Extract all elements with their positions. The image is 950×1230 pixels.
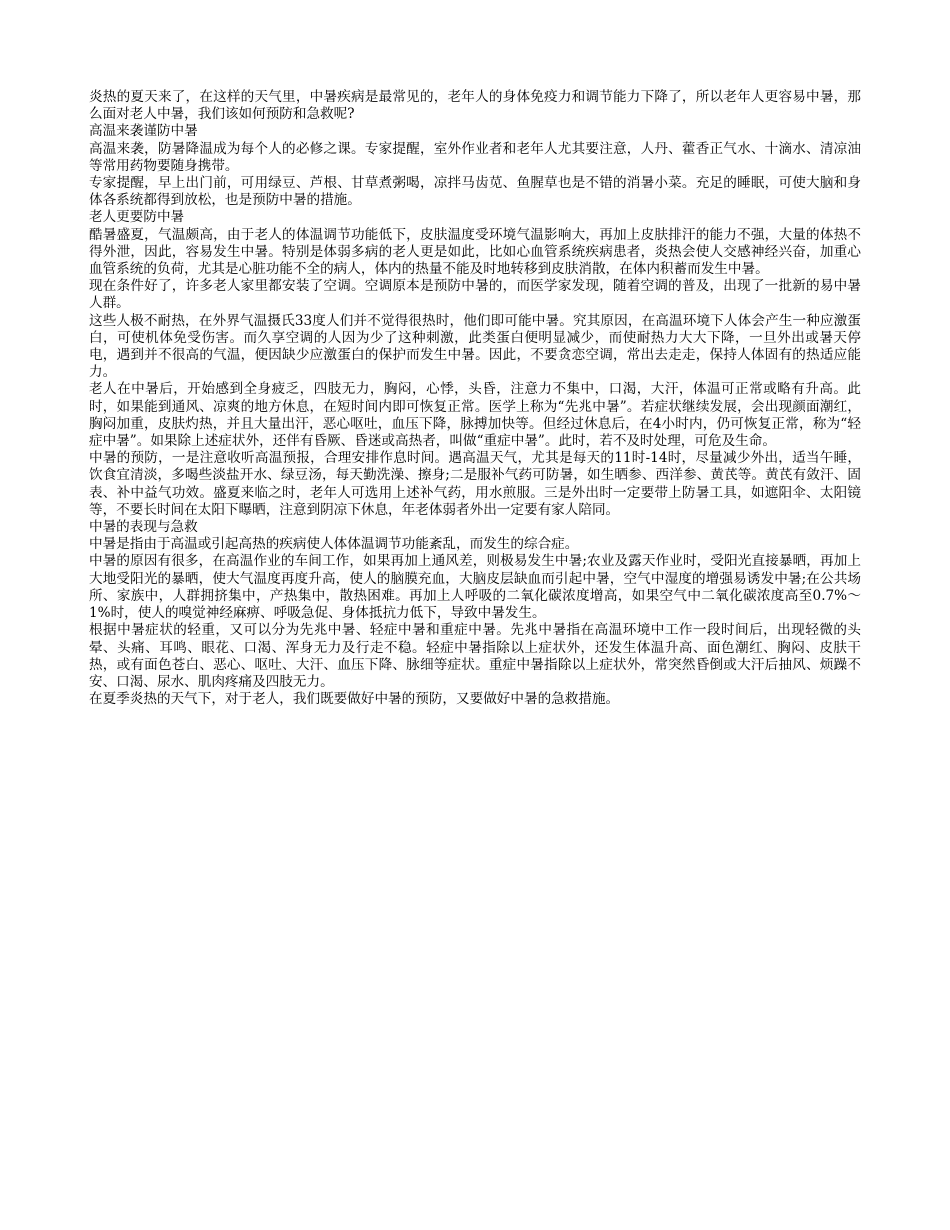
paragraph: 中暑的原因有很多，在高温作业的车间工作，如果再加上通风差，则极易发生中暑;农业及露天作业时，受阳光直接暴晒，再加上大地受阳光的暴晒，使大气温度再度升高，使人的脑膜充血，大脑皮层缺血而引起中暑，空气中湿度的增强易诱发中暑;在公共场所、家族中，人群拥挤集中，产热集中，散热困难。再加上人呼吸的二氧化碳浓度增高，如果空气中二氧化碳浓度高至0.7%～1%时，使人的嗅觉神经麻痹、呼吸急促、身体抵抗力低下，导致中暑发生。	[89, 553, 861, 622]
paragraph: 现在条件好了，许多老人家里都安装了空调。空调原本是预防中暑的，而医学家发现，随着空调的普及，出现了一批新的易中暑人群。	[89, 278, 861, 312]
section-heading-symptoms-first-aid: 中暑的表现与急救	[89, 519, 198, 536]
paragraph: 中暑的预防，一是注意收听高温预报，合理安排作息时间。遇高温天气，尤其是每天的11时-14时，尽量减少外出，适当午睡，饮食宜清淡，多喝些淡盐开水、绿豆汤，每天勤洗澡、擦身;二是服补气药可防暑，如生晒参、西洋参、黄芪等。黄芪有敛汗、固表、补中益气功效。盛夏来临之时，老年人可选用上述补气药，用水煎服。三是外出时一定要带上防暑工具，如遮阳伞、太阳镜等，不要长时间在太阳下曝晒，注意到阴凉下休息，年老体弱者外出一定要有家人陪同。	[89, 450, 861, 518]
paragraph: 老人在中暑后，开始感到全身疲乏，四肢无力，胸闷，心悸，头昏，注意力不集中，口渴，大汗，体温可正常或略有升高。此时，如果能到通风、凉爽的地方休息，在短时间内即可恢复正常。医学上称为“先兆中暑”。若症状继续发展，会出现颜面潮红，胸闷加重，皮肤灼热，并且大量出汗，恶心呕吐，血压下降，脉搏加快等。但经过休息后，在4小时内，仍可恢复正常，称为“轻症中暑”。如果除上述症状外，还伴有昏厥、昏迷或高热者，叫做“重症中暑”。此时，若不及时处理，可危及生命。	[89, 381, 861, 450]
paragraph: 中暑是指由于高温或引起高热的疾病使人体体温调节功能紊乱，而发生的综合症。	[89, 536, 579, 553]
paragraph: 这些人极不耐热，在外界气温摄氏33度人们并不觉得很热时，他们即可能中暑。究其原因，在高温环境下人体会产生一种应激蛋白，可使机体免受伤害。而久享空调的人因为少了这种刺激，此类蛋白便明显减少，而使耐热力大大下降，一旦外出或暑天停电，遇到并不很高的气温，便因缺少应激蛋白的保护而发生中暑。因此，不要贪恋空调，常出去走走，保持人体固有的热适应能力。	[89, 312, 861, 381]
section-heading-high-temperature: 高温来袭谨防中暑	[89, 123, 198, 140]
document-body	[89, 89, 861, 708]
section-heading-elderly: 老人更要防中暑	[89, 209, 185, 226]
closing-paragraph: 在夏季炎热的天气下，对于老人，我们既要做好中暑的预防，又要做好中暑的急救措施。	[89, 691, 620, 708]
paragraph: 高温来袭，防暑降温成为每个人的必修之课。专家提醒，室外作业者和老年人尤其要注意，人丹、藿香正气水、十滴水、清凉油等常用药物要随身携带。	[89, 140, 861, 174]
paragraph: 专家提醒，早上出门前，可用绿豆、芦根、甘草煮粥喝，凉拌马齿苋、鱼腥草也是不错的消暑小菜。充足的睡眠，可使大脑和身体各系统都得到放松，也是预防中暑的措施。	[89, 175, 861, 209]
intro-paragraph: 炎热的夏天来了，在这样的天气里，中暑疾病是最常见的，老年人的身体免疫力和调节能力下降了，所以老年人更容易中暑，那么面对老人中暑，我们该如何预防和急救呢?	[89, 89, 861, 123]
paragraph: 酷暑盛夏，气温颇高，由于老人的体温调节功能低下，皮肤温度受环境气温影响大，再加上皮肤排汗的能力不强，大量的体热不得外泄，因此，容易发生中暑。特别是体弱多病的老人更是如此，比如心血管系统疾病患者，炎热会使人交感神经兴奋，加重心血管系统的负荷，尤其是心脏功能不全的病人，体内的热量不能及时地转移到皮肤消散，在体内积蓄而发生中暑。	[89, 226, 861, 278]
paragraph: 根据中暑症状的轻重，又可以分为先兆中暑、轻症中暑和重症中暑。先兆中暑指在高温环境中工作一段时间后，出现轻微的头晕、头痛、耳鸣、眼花、口渴、浑身无力及行走不稳。轻症中暑指除以上症状外，还发生体温升高、面色潮红、胸闷、皮肤干热，或有面色苍白、恶心、呕吐、大汗、血压下降、脉细等症状。重症中暑指除以上症状外，常突然昏倒或大汗后抽风、烦躁不安、口渴、尿水、肌肉疼痛及四肢无力。	[89, 622, 861, 690]
